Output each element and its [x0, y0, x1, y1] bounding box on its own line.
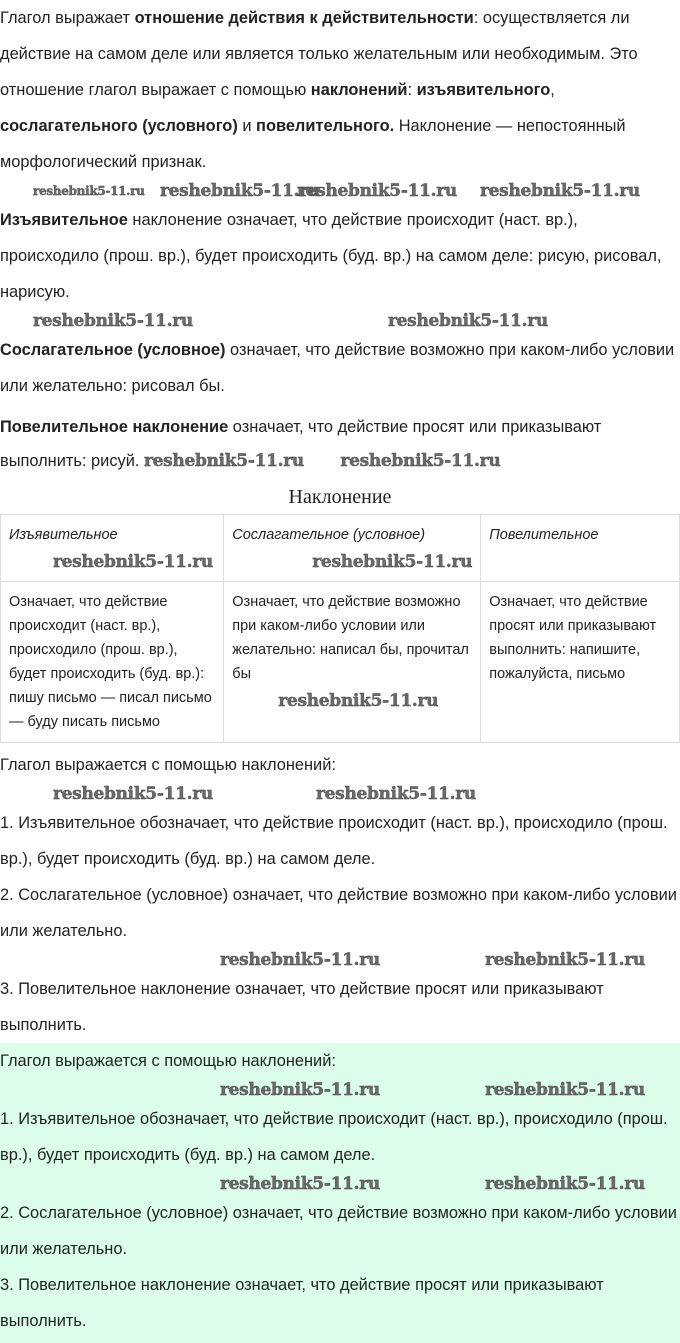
bold-term: сослагательного (условного)	[0, 117, 238, 135]
text: и	[237, 117, 257, 135]
watermark: reshebnik5-11.ru	[297, 181, 457, 201]
table-header: Изъявительное	[9, 527, 118, 543]
watermark: reshebnik5-11.ru	[485, 1174, 645, 1194]
bold-term: отношение действия к действительности	[134, 9, 474, 27]
bold-term: Изъявительное	[0, 211, 128, 229]
summary-item: 3. Повелительное наклонение означает, что действие просят или приказывают выполнить.	[0, 980, 604, 1034]
summary-item: 1. Изъявительное обозначает, что действие происходит (наст. вр.), происходило (прош. вр.), будет происходить (буд. вр.) на самом деле.	[0, 814, 668, 868]
bold-term: Сослагательное (условное)	[0, 341, 226, 359]
watermark: reshebnik5-11.ru	[388, 311, 548, 331]
text: : осуществляется ли действие на самом деле или является только желательным или необходимым. Это отношение глагол выражает с помощью	[0, 9, 638, 99]
table-header-cell	[224, 515, 481, 582]
summary-item: 2. Сослагательное (условное) означает, что действие возможно при каком-либо условии или желательно.	[0, 886, 677, 940]
indicative-paragraph	[0, 202, 680, 310]
watermark: reshebnik5-11.ru	[316, 784, 476, 804]
watermark: reshebnik5-11.ru	[480, 181, 640, 201]
table-cell: Означает, что действие просят или приказывают выполнить: напишите, пожалуйста, письмо	[481, 582, 680, 743]
watermark: reshebnik5-11.ru	[143, 451, 304, 471]
table-header-cell	[1, 515, 224, 582]
watermark-row	[0, 783, 680, 805]
table-header: Сослагательное (условное)	[232, 527, 426, 543]
table-header: Повелительное	[481, 515, 680, 582]
watermark-row	[0, 180, 680, 202]
answer-block	[0, 1043, 680, 1343]
bold-term: Повелительное наклонение	[0, 418, 229, 436]
watermark: reshebnik5-11.ru	[312, 552, 473, 572]
text: означает, что действие возможно при каком-либо условии или желательно: рисовал бы.	[0, 341, 675, 395]
watermark: reshebnik5-11.ru	[340, 451, 501, 471]
watermark: reshebnik5-11.ru	[53, 552, 213, 572]
subjunctive-paragraph	[0, 332, 680, 404]
watermark: reshebnik5-11.ru	[33, 311, 193, 331]
bold-term: наклонений	[310, 81, 408, 99]
watermark-row	[0, 1173, 680, 1195]
bold-term: изъявительного	[416, 81, 551, 99]
imperative-paragraph	[0, 410, 680, 478]
watermark: reshebnik5-11.ru	[278, 691, 439, 711]
watermark: reshebnik5-11.ru	[160, 181, 320, 201]
watermark: reshebnik5-11.ru	[485, 1080, 645, 1100]
watermark: reshebnik5-11.ru	[220, 1174, 380, 1194]
text: Наклонение — непостоянный морфологический признак.	[0, 117, 626, 171]
text: наклонение означает, что действие происходит (наст. вр.), происходило (прош. вр.), будет происходить (буд. вр.) на самом деле: рисую, рисовал, нарисую.	[0, 211, 662, 301]
table-cell: Означает, что действие происходит (наст. вр.), происходило (прош. вр.), будет происходить (буд. вр.): пишу письмо — писал письмо — буду писать письмо	[1, 582, 224, 743]
watermark-row	[0, 949, 680, 971]
table-row	[1, 582, 680, 743]
answer-item: 3. Повелительное наклонение означает, что действие просят или приказывают выполнить.	[0, 1276, 604, 1330]
table-cell-wrap	[224, 582, 481, 743]
watermark: reshebnik5-11.ru	[220, 950, 380, 970]
text: означает, что действие просят или приказывают выполнить: рисуй.	[0, 418, 602, 470]
answer-heading: Глагол выражается с помощью наклонений:	[0, 1052, 336, 1070]
watermark: reshebnik5-11.ru	[53, 784, 213, 804]
text: Глагол выражает	[0, 9, 135, 27]
intro-paragraph	[0, 0, 680, 180]
moods-table	[0, 514, 680, 743]
watermark: reshebnik5-11.ru	[220, 1080, 380, 1100]
table-cell: Означает, что действие возможно при каком-либо условии или желательно: написал бы, прочитал бы	[232, 594, 469, 682]
watermark-row	[0, 1079, 680, 1101]
answer-item: 2. Сослагательное (условное) означает, что действие возможно при каком-либо условии или желательно.	[0, 1204, 677, 1258]
text: ,	[550, 81, 555, 99]
watermark: reshebnik5-11.ru	[33, 184, 145, 198]
summary-heading: Глагол выражается с помощью наклонений:	[0, 756, 336, 774]
bold-term: повелительного.	[256, 117, 395, 135]
watermark-row	[0, 310, 680, 332]
watermark: reshebnik5-11.ru	[485, 950, 645, 970]
answer-item: 1. Изъявительное обозначает, что действие происходит (наст. вр.), происходило (прош. вр.), будет происходить (буд. вр.) на самом деле.	[0, 1110, 668, 1164]
table-title: Наклонение	[288, 486, 392, 508]
text: :	[407, 81, 417, 99]
